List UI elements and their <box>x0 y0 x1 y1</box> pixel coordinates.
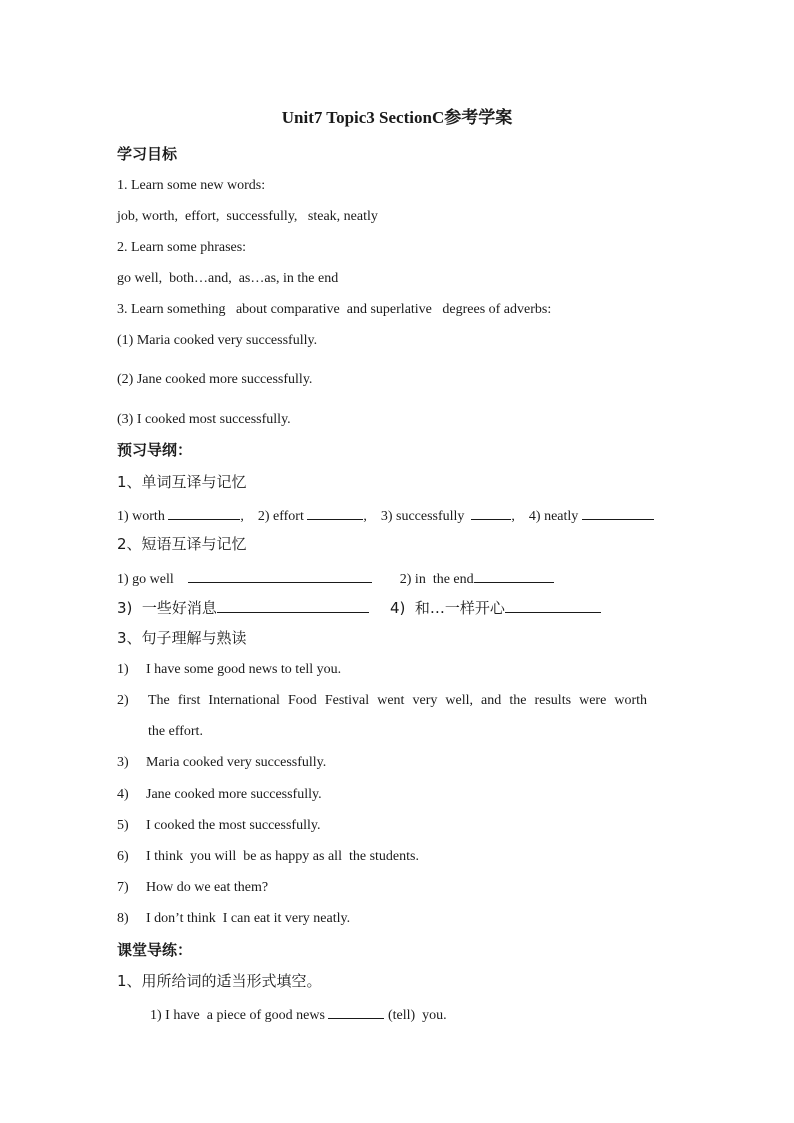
sentence-item: 1) I have some good news to tell you. <box>117 662 342 677</box>
phrase-item: 3) 一些好消息 <box>117 599 217 617</box>
sentence-continuation: the effort. <box>148 724 203 739</box>
blank-line[interactable] <box>474 568 554 583</box>
blank-line[interactable] <box>217 598 369 613</box>
objective-line: (2) Jane cooked more successfully. <box>117 372 313 387</box>
blank-line[interactable] <box>505 598 601 613</box>
objective-line: 3. Learn something about comparative and superlative degrees of adverbs: <box>117 302 552 317</box>
objective-line: go well, both…and, as…as, in the end <box>117 271 339 286</box>
sentence-item: 2) The first International Food Festival went very well, and the results were worth <box>117 693 647 708</box>
blank-line[interactable] <box>582 505 654 520</box>
word-item: 1) worth <box>117 509 165 524</box>
objective-line: (3) I cooked most successfully. <box>117 412 291 427</box>
sentence-item: 5) I cooked the most successfully. <box>117 818 321 833</box>
phrase-item: 1) go well <box>117 572 174 587</box>
word-item: 2) effort <box>257 509 304 524</box>
word-item: 3) successfully <box>380 509 465 524</box>
exercise1-question-1: 1) I have a piece of good news (tell) you. <box>150 1004 447 1025</box>
sentences-heading: 3、句子理解与熟读 <box>117 629 247 647</box>
objectives-heading: 学习目标 <box>117 145 178 163</box>
objective-line: (1) Maria cooked very successfully. <box>117 333 318 348</box>
phrase-translation-row <box>117 598 601 619</box>
blank-line[interactable] <box>328 1004 384 1019</box>
page-title: Unit7 Topic3 SectionC参考学案 <box>281 108 513 127</box>
blank-line[interactable] <box>471 505 511 520</box>
objective-line: 2. Learn some phrases: <box>117 240 247 255</box>
phrases-heading: 2、短语互译与记忆 <box>117 535 247 553</box>
phrase-item: 4) 和…一样开心 <box>389 599 505 617</box>
sentence-item: 3) Maria cooked very successfully. <box>117 755 327 770</box>
sentence-item: 8) I don’t think I can eat it very neatly. <box>117 911 351 926</box>
objective-line: job, worth, effort, successfully, steak, neatly <box>117 209 378 224</box>
classroom-heading: 课堂导练： <box>117 941 193 959</box>
blank-line[interactable] <box>168 505 240 520</box>
blank-line[interactable] <box>188 568 372 583</box>
objective-line: 1. Learn some new words: <box>117 178 266 193</box>
phrase-translation-row <box>117 568 554 589</box>
blank-line[interactable] <box>307 505 363 520</box>
sentence-item: 4) Jane cooked more successfully. <box>117 787 322 802</box>
word-translation-row: 1) worth , 2) effort , 3) successfully , 4) neatly <box>117 505 654 526</box>
phrase-item: 2) in the end <box>399 572 474 587</box>
words-heading: 1、单词互译与记忆 <box>117 473 247 491</box>
sentence-item: 7) How do we eat them? <box>117 880 269 895</box>
exercise1-heading: 1、用所给词的适当形式填空。 <box>117 972 322 990</box>
word-item: 4) neatly <box>528 509 579 524</box>
sentence-item: 6) I think you will be as happy as all the students. <box>117 849 419 864</box>
preview-heading: 预习导纲： <box>117 441 193 459</box>
